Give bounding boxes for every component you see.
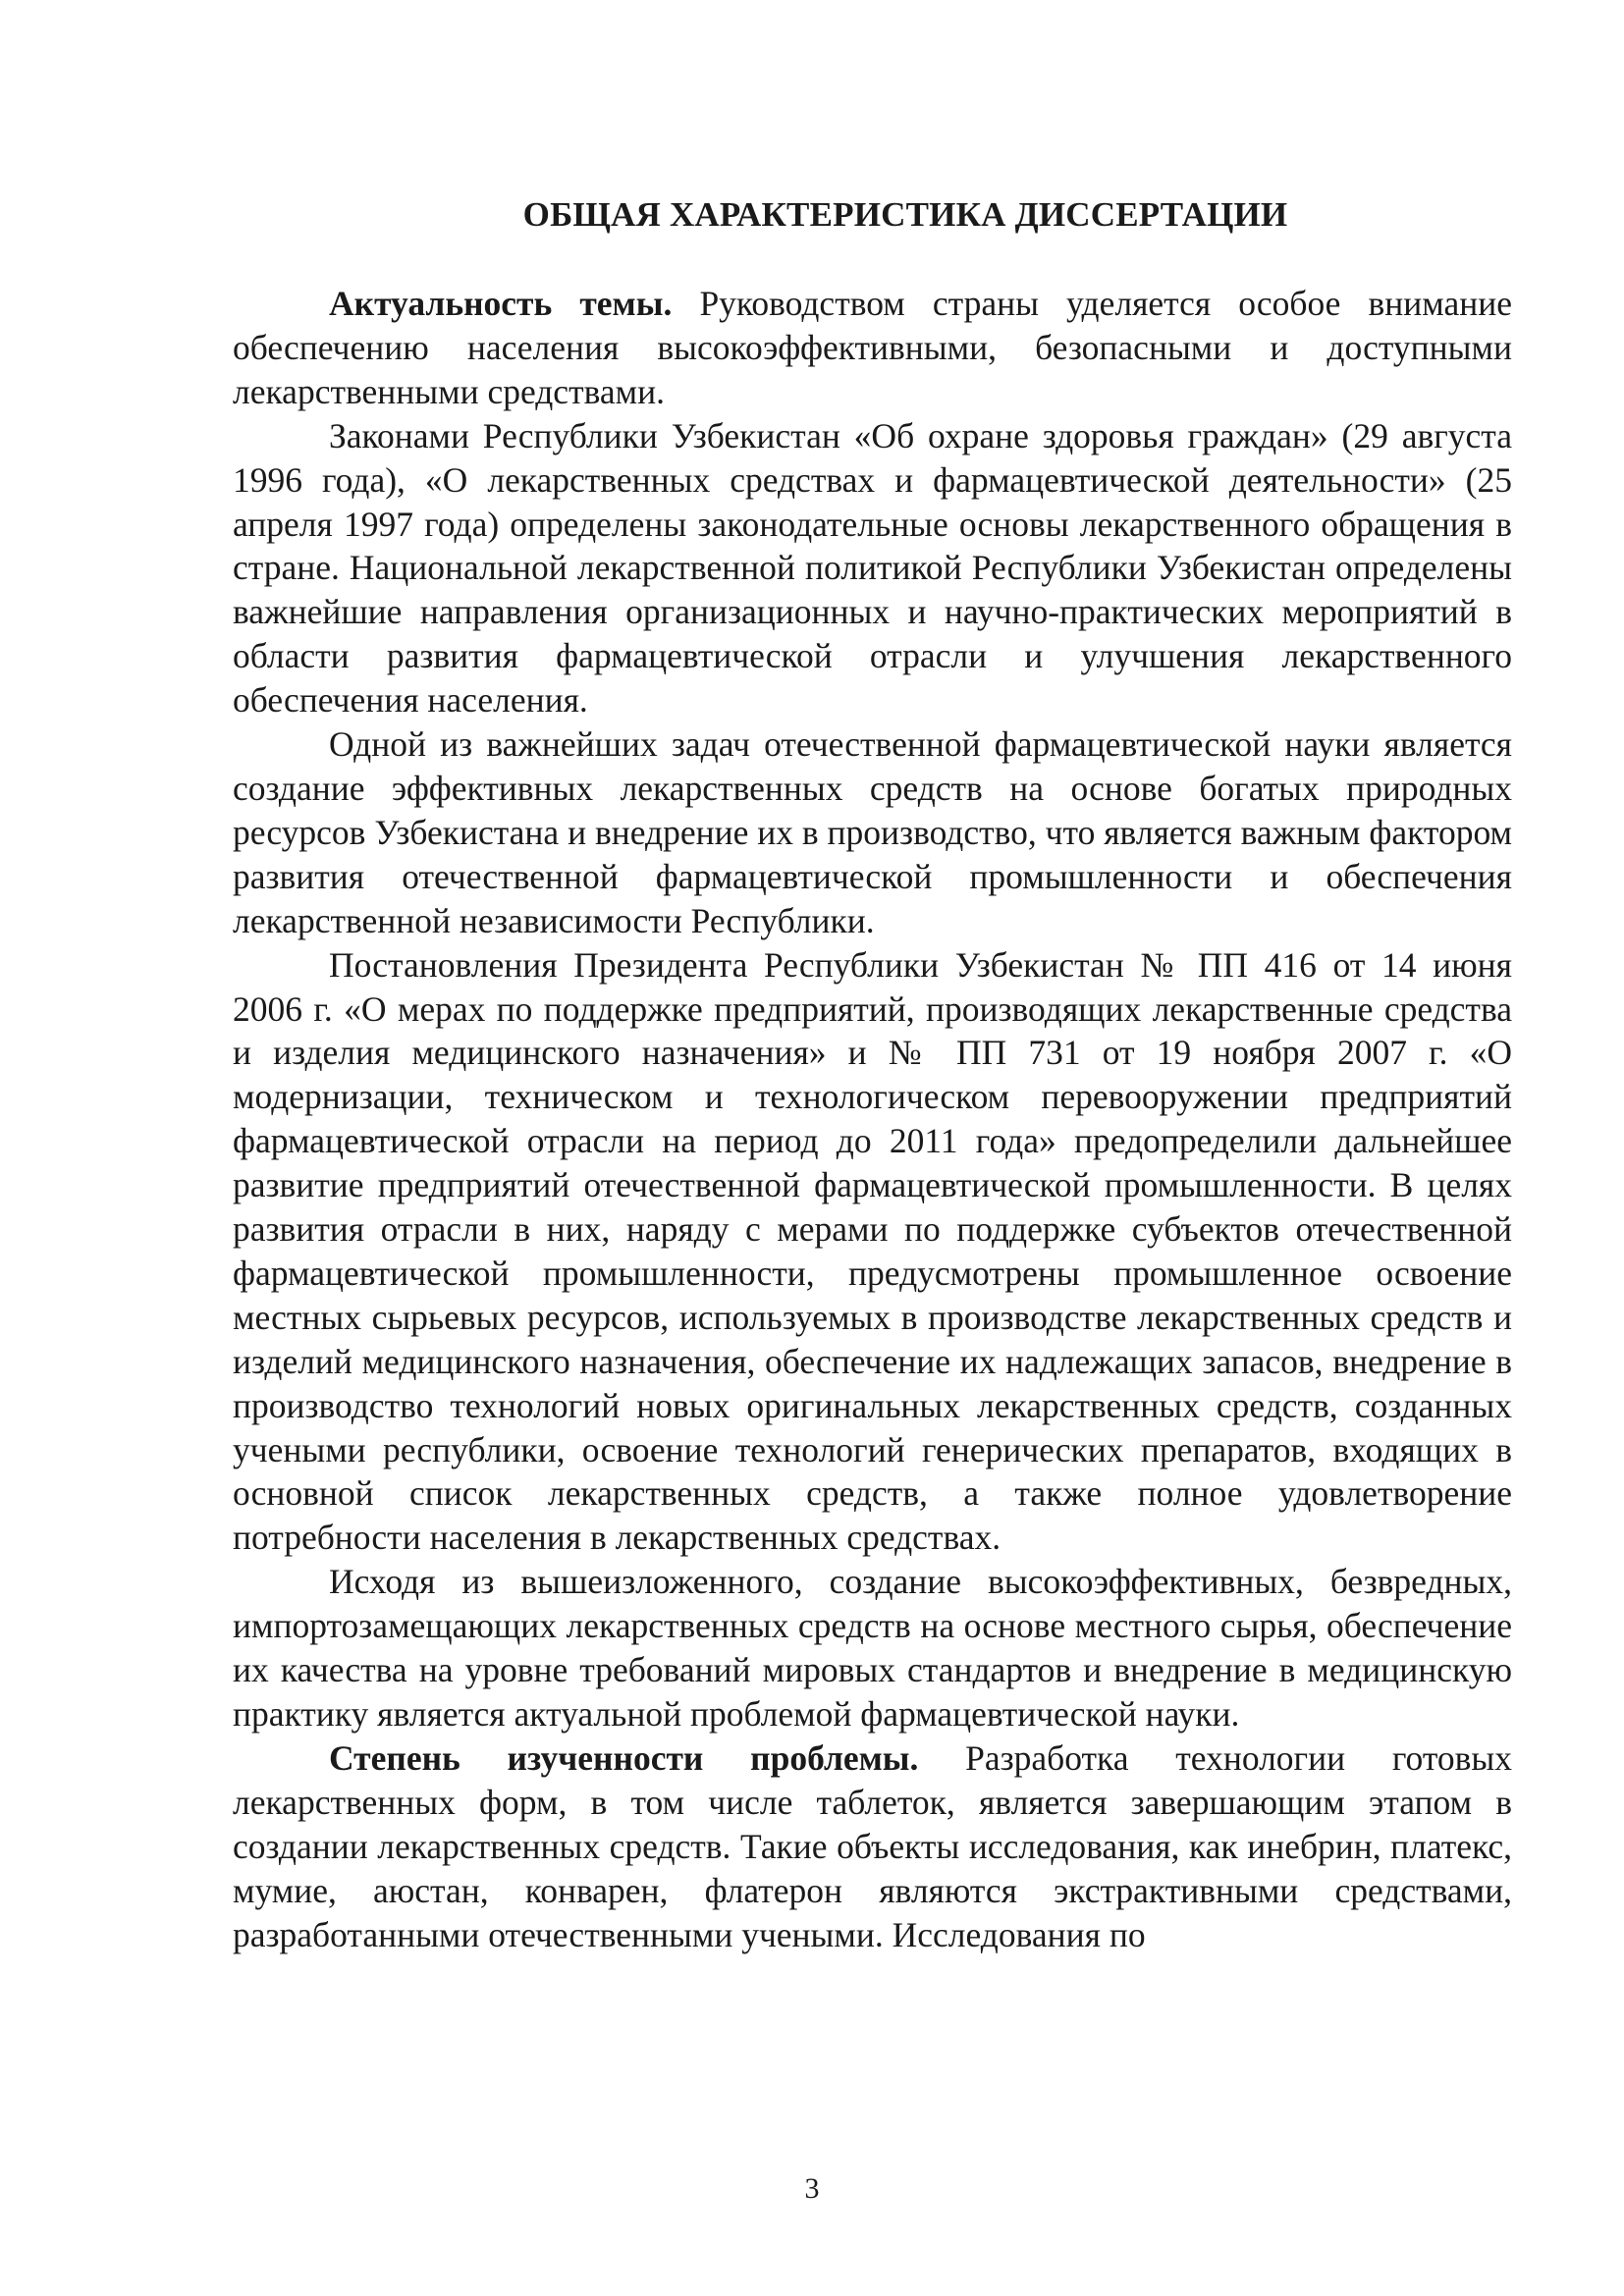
paragraph-study-degree <box>233 1736 1512 1957</box>
paragraph-text: Разработка технологии готовых лекарственных форм, в том числе таблеток, является завершающим этапом в создании лекарственных средств. Такие объекты исследования, как инебрин, платекс, мумие, аюстан, конварен, флатерон являются экстрактивными средствами, разработанными отечественными учеными. Исследования по <box>233 1737 1512 1954</box>
paragraph-conclusion: Исходя из вышеизложенного, создание высокоэффективных, безвредных, импортозамещающих лекарственных средств на основе местного сырья, обеспечение их качества на уровне требований мировых стандартов и внедрение в медицинскую практику является актуальной проблемой фармацевтической науки. <box>233 1562 1512 1734</box>
paragraph-tasks: Одной из важнейших задач отечественной фармацевтической науки является создание эффективных лекарственных средств на основе богатых природных ресурсов Узбекистана и внедрение их в производство, что является важным фактором развития отечественной фармацевтической промышленности и обеспечения лекарственной независимости Республики. <box>233 724 1512 940</box>
paragraph-text: Руководством страны уделяется особое внимание обеспечению населения высокоэффективными, безопасными и доступными лекарственными средствами. <box>233 284 1513 411</box>
paragraph-relevance <box>233 282 1512 414</box>
document-body <box>233 282 1512 1956</box>
paragraph-lead: Степень изученности проблемы. <box>329 1737 919 1778</box>
document-title: ОБЩАЯ ХАРАКТЕРИСТИКА ДИССЕРТАЦИИ <box>522 195 1288 234</box>
paragraph-resolutions: Постановления Президента Республики Узбекистан № ПП 416 от 14 июня 2006 г. «О мерах по поддержке предприятий, производящих лекарственные средства и изделия медицинского назначения» и № ПП 731 от 19 ноября 2007 г. «О модернизации, техническом и технологическом перевооружении предприятий фармацевтической отрасли на период до 2011 года» предопределили дальнейшее развитие предприятий отечественной фармацевтической промышленности. В целях развития отрасли в них, наряду с мерами по поддержке субъектов отечественной фармацевтической промышленности, предусмотрены промышленное освоение местных сырьевых ресурсов, используемых в производстве лекарственных средств и изделий медицинского назначения, обеспечение их надлежащих запасов, внедрение в производство технологий новых оригинальных лекарственных средств, созданных учеными республики, освоение технологий генерических препаратов, входящих в основной список лекарственных средств, а также полное удовлетворение потребности населения в лекарственных средствах. <box>233 944 1512 1558</box>
page-number: 3 <box>804 2172 820 2205</box>
paragraph-lead: Актуальность темы. <box>329 284 673 323</box>
paragraph-laws: Законами Республики Узбекистан «Об охране здоровья граждан» (29 августа 1996 года), «О лекарственных средствах и фармацевтической деятельности» (25 апреля 1997 года) определены законодательные основы лекарственного обращения в стране. Национальной лекарственной политикой Республики Узбекистан определены важнейшие направления организационных и научно-практических мероприятий в области развития фармацевтической отрасли и улучшения лекарственного обеспечения населения. <box>233 415 1512 721</box>
